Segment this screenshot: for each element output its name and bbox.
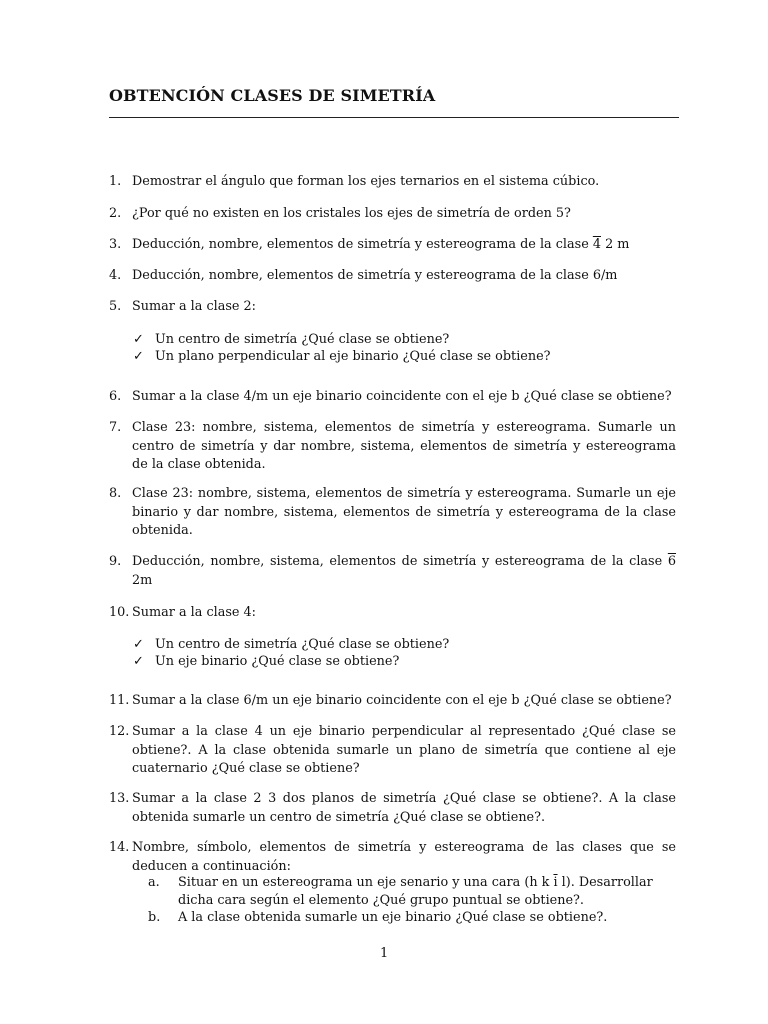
overlined-symbol: 4 xyxy=(592,237,601,252)
sub-item-text-after: l). Desarrollar dicha cara según el elemento ¿Qué grupo puntual se obtiene?. xyxy=(178,875,653,908)
list-item-4 xyxy=(109,267,676,286)
list-item-9 xyxy=(109,553,676,590)
check-item-text: Un eje binario ¿Qué clase se obtiene? xyxy=(155,654,400,669)
list-item-13 xyxy=(109,790,676,827)
item-text-after: 2m xyxy=(132,572,153,588)
item-text: Demostrar el ángulo que forman los ejes ternarios en el sistema cúbico. xyxy=(132,174,600,189)
item-text-before: Deducción, nombre, sistema, elementos de simetría y estereograma de la clase xyxy=(132,554,668,569)
item-text: ¿Por qué no existen en los cristales los ejes de simetría de orden 5? xyxy=(132,206,571,221)
page-number: 1 xyxy=(380,946,389,961)
item-text-before: Deducción, nombre, elementos de simetría y estereograma de la clase xyxy=(132,237,593,252)
item-text: Deducción, nombre, elementos de simetría y estereograma de la clase 6/m xyxy=(132,268,618,283)
list-item-10 xyxy=(109,604,676,669)
check-item xyxy=(133,331,673,348)
list-item-7 xyxy=(109,419,676,475)
list-item-1 xyxy=(109,173,676,192)
item-text xyxy=(132,553,676,590)
check-item-text: Un plano perpendicular al eje binario ¿Qué clase se obtiene? xyxy=(155,349,551,364)
list-item-6 xyxy=(109,388,676,407)
check-item-text: Un centro de simetría ¿Qué clase se obtiene? xyxy=(155,332,450,347)
item-text: Sumar a la clase 4: xyxy=(132,605,256,620)
item-number: 2. xyxy=(109,206,122,221)
checkmark-icon: ✓ xyxy=(133,637,144,652)
item-number: 12. xyxy=(109,724,130,739)
list-item-12 xyxy=(109,723,676,779)
item-text xyxy=(132,236,676,255)
item-text: Sumar a la clase 4/m un eje binario coincidente con el eje b ¿Qué clase se obtiene? xyxy=(132,389,672,404)
item-number: 7. xyxy=(109,420,122,435)
overlined-symbol: $\overline{i}$ xyxy=(553,875,558,890)
sub-item-label: b. xyxy=(148,910,161,925)
item-text: Nombre, símbolo, elementos de simetría y estereograma de las clases que se deducen a continuación: xyxy=(132,840,676,874)
item-number: 1. xyxy=(109,174,122,189)
item-number: 9. xyxy=(109,554,122,569)
document-title: OBTENCIÓN CLASES DE SIMETRÍA xyxy=(109,86,436,105)
item-text: Clase 23: nombre, sistema, elementos de simetría y estereograma. Sumarle un centro de simetría y dar nombre, sistema, elementos de simetría y estereograma de la clase obtenida. xyxy=(132,420,676,472)
list-item-3 xyxy=(109,236,676,255)
list-item-11 xyxy=(109,692,676,711)
item-number: 3. xyxy=(109,237,122,252)
item-text-after: 2 m xyxy=(601,237,630,252)
sub-item-text: A la clase obtenida sumarle un eje binario ¿Qué clase se obtiene?. xyxy=(178,910,608,925)
item-number: 14. xyxy=(109,840,130,855)
item-number: 10. xyxy=(109,605,130,620)
check-item-text: Un centro de simetría ¿Qué clase se obtiene? xyxy=(155,637,450,652)
sub-item-b xyxy=(148,909,676,927)
item-text: Sumar a la clase 4 un eje binario perpendicular al representado ¿Qué clase se obtiene?. A la clase obtenida sumarle un plano de simetría que contiene al eje cuaternario ¿Qué clase se obtiene? xyxy=(132,724,676,776)
sub-item-text-before: Situar en un estereograma un eje senario y una cara (h k xyxy=(178,875,554,890)
item-text: Sumar a la clase 6/m un eje binario coincidente con el eje b ¿Qué clase se obtiene? xyxy=(132,693,672,708)
item-text: Sumar a la clase 2 3 dos planos de simetría ¿Qué clase se obtiene?. A la clase obtenida sumarle un centro de simetría ¿Qué clase se obtiene?. xyxy=(132,791,676,825)
list-item-5 xyxy=(109,298,676,364)
item-number: 4. xyxy=(109,268,122,283)
sub-item-a xyxy=(148,874,676,909)
list-item-14 xyxy=(109,839,676,876)
list-item-8 xyxy=(109,485,676,541)
item-number: 13. xyxy=(109,791,130,806)
check-item xyxy=(133,653,673,670)
check-item xyxy=(133,348,673,365)
overlined-symbol: 6 xyxy=(667,554,676,569)
checkmark-icon: ✓ xyxy=(133,654,144,669)
item-number: 11. xyxy=(109,693,130,708)
item-text: Sumar a la clase 2: xyxy=(132,299,256,314)
check-item xyxy=(133,636,673,653)
item-number: 5. xyxy=(109,299,122,314)
checkmark-icon: ✓ xyxy=(133,332,144,347)
item-number: 8. xyxy=(109,486,122,501)
title-underline xyxy=(109,117,679,118)
sub-item-label: a. xyxy=(148,875,160,890)
sub-item-text xyxy=(178,874,676,909)
list-item-2 xyxy=(109,205,676,224)
checkmark-icon: ✓ xyxy=(133,349,144,364)
item-number: 6. xyxy=(109,389,122,404)
item-text: Clase 23: nombre, sistema, elementos de simetría y estereograma. Sumarle un eje binario y dar nombre, sistema, elementos de simetría y estereograma de la clase obtenida. xyxy=(132,486,676,538)
